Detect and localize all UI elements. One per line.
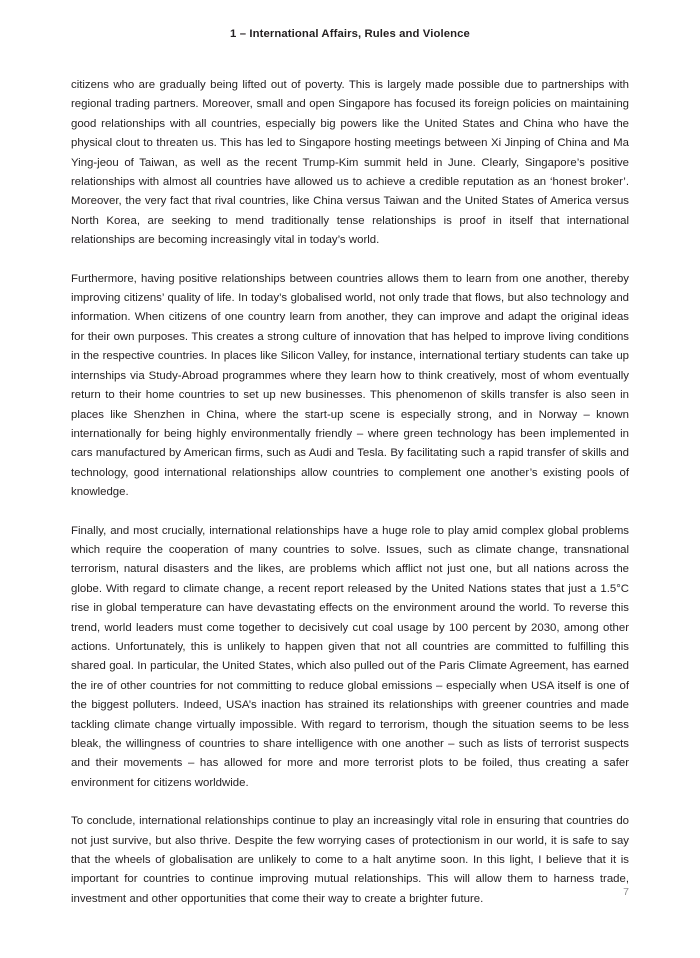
running-header: 1 – International Affairs, Rules and Violence [230, 28, 470, 40]
paragraph: To conclude, international relationships continue to play an increasingly vital role in ensuring that countries do not just survive, but also thrive. Despite the few worrying cases of protectionism in our world, it is safe to say that the wheels of globalisation are unlikely to come to a halt anytime soon. In this light, I believe that it is important for countries to continue improving mutual relationships. This will allow them to harness trade, investment and other opportunities that come their way to create a brighter future. [71, 815, 629, 905]
page-number: 7 [623, 886, 629, 898]
paragraph: citizens who are gradually being lifted out of poverty. This is largely made possible due to partnerships with regional trading partners. Moreover, small and open Singapore has focused its foreign policies on maintaining good relationships with all countries, especially big powers like the United States and China who have the physical clout to threaten us. This has led to Singapore hosting meetings between Xi Jinping of China and Ma Ying-jeou of Taiwan, as well as the recent Trump-Kim summit held in June. Clearly, Singapore’s positive relationships with almost all countries have allowed us to achieve a credible reputation as an ‘honest broker’. Moreover, the very fact that rival countries, like China versus Taiwan and the United States of America versus North Korea, are seeking to mend traditionally tense relationships is proof in itself that international relationships are becoming increasingly vital in today’s world. [71, 79, 629, 247]
paragraph: Finally, and most crucially, international relationships have a huge role to play amid complex global problems which require the cooperation of many countries to solve. Issues, such as climate change, transnational terrorism, natural disasters and the likes, are problems which afflict not just one, but all nations across the globe. With regard to climate change, a recent report released by the United Nations states that just a 1.5°C rise in global temperature can have devastating effects on the environment around the world. To reverse this trend, world leaders must come together to decisively cut coal usage by 100 percent by 2030, among other actions. Unfortunately, this is unlikely to happen given that not all countries are committed to fulfilling this shared goal. In particular, the United States, which also pulled out of the Paris Climate Agreement, has earned the ire of other countries for not committing to reduce global emissions – especially when USA itself is one of the biggest polluters. Indeed, USA’s inaction has strained its relationships with greener countries and made tackling climate change virtually impossible. With regard to terrorism, though the situation seems to be less bleak, the willingness of countries to share intelligence with one another – such as lists of terrorist suspects and their movements – has allowed for more and more terrorist plots to be foiled, thus creating a safer environment for citizens worldwide. [71, 524, 629, 789]
paragraph: Furthermore, having positive relationships between countries allows them to learn from one another, thereby improving citizens’ quality of life. In today’s globalised world, not only trade that flows, but also technology and information. When citizens of one country learn from another, they can improve and adapt the original ideas for their own purposes. This creates a strong culture of innovation that has helped to improve living conditions in the respective countries. In places like Silicon Valley, for instance, international tertiary students can take up internships via Study-Abroad programmes where they learn how to think creatively, most of whom eventually return to their home countries to set up new businesses. This phenomenon of skills transfer is also seen in places like Shenzhen in China, where the start-up scene is especially strong, and in Norway – known internationally for being highly environmentally friendly – where green technology has been implemented in cars manufactured by American firms, such as Audi and Tesla. By facilitating such a rapid transfer of skills and technology, good international relationships allow countries to complement one another’s existing pools of knowledge. [71, 272, 629, 499]
body-text-column [71, 76, 629, 909]
